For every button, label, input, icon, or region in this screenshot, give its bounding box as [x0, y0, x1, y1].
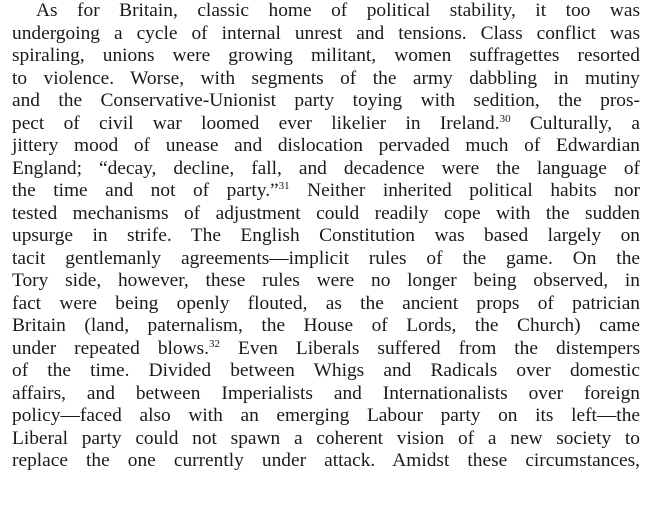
line-text: affairs, and between Imperialists and Internationalists over foreign [12, 382, 640, 404]
text-line [12, 315, 640, 338]
footnote-marker: 32 [209, 337, 221, 350]
text-line [12, 338, 640, 361]
text-line [12, 360, 640, 383]
line-text: replace the one currently under attack. Amidst these circumstances, [12, 450, 640, 471]
line-text: policy—faced also with an emerging Labour party on its left—the [12, 405, 640, 426]
line-text: tacit gentlemanly agreements—implicit rules of the game. On the [12, 247, 640, 269]
line-text: As for Britain, classic home of political stability, it too was [36, 0, 640, 21]
line-text: Liberal party could not spawn a coherent vision of a new society to [12, 427, 640, 449]
body-paragraph [12, 0, 640, 473]
line-text: Culturally, a [510, 112, 640, 134]
line-text: England; “decay, decline, fall, and decadence were the language of [12, 157, 640, 179]
line-text: spiraling, unions were growing militant, women suffragettes resorted [12, 45, 640, 66]
line-text: fact were being openly flouted, as the ancient props of patrician [12, 292, 640, 314]
text-line [12, 23, 640, 46]
text-line [12, 293, 640, 316]
line-text: Even Liberals suffered from the distempers [220, 337, 640, 359]
text-line [12, 270, 640, 293]
text-line [12, 383, 640, 406]
footnote-marker: 30 [499, 112, 511, 125]
text-line [12, 0, 640, 23]
text-line [12, 45, 640, 68]
line-text: upsurge in strife. The English Constitution was based largely on [12, 225, 640, 246]
text-line [12, 135, 640, 158]
line-text: and the Conservative-Unionist party toying with sedition, the pros- [12, 90, 640, 111]
line-text: jittery mood of unease and dislocation pervaded much of Edwardian [12, 135, 640, 156]
text-line [12, 428, 640, 451]
text-line [12, 158, 640, 181]
footnote-marker: 31 [278, 180, 290, 192]
text-line [12, 225, 640, 248]
text-line [12, 180, 640, 203]
line-text: pect of civil war loomed ever likelier in Ireland. [12, 112, 500, 134]
line-text: Neither inherited political habits nor [289, 180, 640, 201]
line-text: Tory side, however, these rules were no longer being observed, in [12, 270, 640, 291]
line-text: Britain (land, paternalism, the House of Lords, the Church) came [12, 315, 640, 336]
text-line [12, 450, 640, 473]
line-text: tested mechanisms of adjustment could readily cope with the sudden [12, 202, 640, 224]
line-text: undergoing a cycle of internal unrest and tensions. Class conflict was [12, 22, 640, 44]
text-line [12, 203, 640, 226]
text-line [12, 248, 640, 271]
line-text: under repeated blows. [12, 337, 210, 359]
line-text: the time and not of party.” [12, 180, 279, 201]
line-text: to violence. Worse, with segments of the army dabbling in mutiny [12, 67, 640, 89]
text-line [12, 68, 640, 91]
text-line [12, 113, 640, 136]
text-line [12, 90, 640, 113]
line-text: of the time. Divided between Whigs and Radicals over domestic [12, 360, 640, 381]
text-line [12, 405, 640, 428]
